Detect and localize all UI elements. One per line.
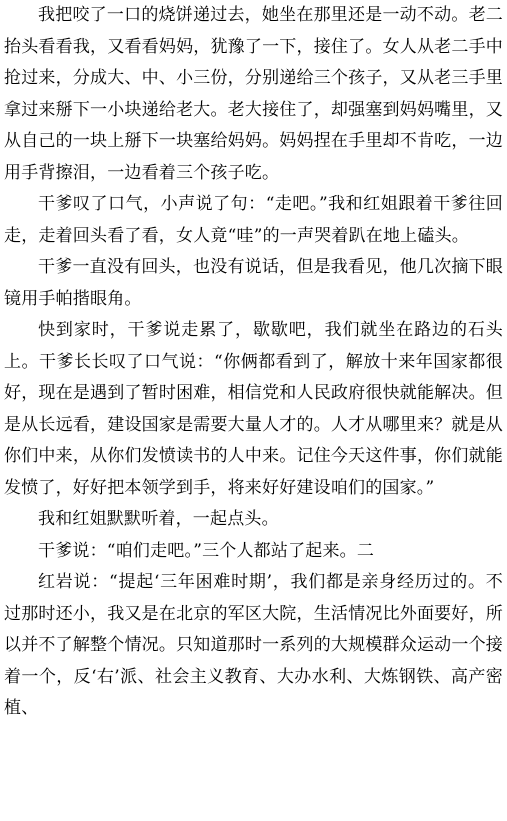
paragraph-4: 快到家时，干爹说走累了，歇歇吧，我们就坐在路边的石头上。干爹长长叹了口气说：“你俩都看到了，解放十来年国家都很好，现在是遇到了暂时困难，相信党和人民政府很快就能解决。但是从长远看，建设国家是需要大量人才的。人才从哪里来？就是从你们中来，从你们发愤读书的人中来。记住今天这件事，你们就能发愤了，好好把本领学到手，将来好好建设咱们的国家。” xyxy=(4,320,503,498)
paragraph-3: 干爹一直没有回头，也没有说话，但是我看见，他几次摘下眼镜用手帕揩眼角。 xyxy=(4,257,503,309)
paragraph-1: 我把咬了一口的烧饼递过去，她坐在那里还是一动不动。老二抬头看看我，又看看妈妈，犹豫了一下，接住了。女人从老二手中抢过来，分成大、中、小三份，分别递给三个孩子，又从老三手里拿过来掰下一小块递给老大。老大接住了，却强塞到妈妈嘴里，又从自己的一块上掰下一块塞给妈妈。妈妈捏在手里却不肯吃，一边用手背擦泪，一边看着三个孩子吃。 xyxy=(4,5,503,183)
paragraph-7: 红岩说：“提起‘三年困难时期’，我们都是亲身经历过的。不过那时还小，我又是在北京的军区大院，生活情况比外面要好，所以并不了解整个情况。只知道那时一系列的大规模群众运动一个接着一个，反‘右’派、社会主义教育、大办水利、大炼钢铁、高产密植、 xyxy=(4,572,503,718)
paragraph-6: 干爹说：“咱们走吧。”三个人都站了起来。二 xyxy=(38,540,375,561)
paragraph-2: 干爹叹了口气，小声说了句：“走吧。”我和红姐跟着干爹往回走，走着回头看了看，女人竟“哇”的一声哭着趴在地上磕头。 xyxy=(4,194,503,246)
paragraph-5: 我和红姐默默听着，一起点头。 xyxy=(38,509,279,529)
